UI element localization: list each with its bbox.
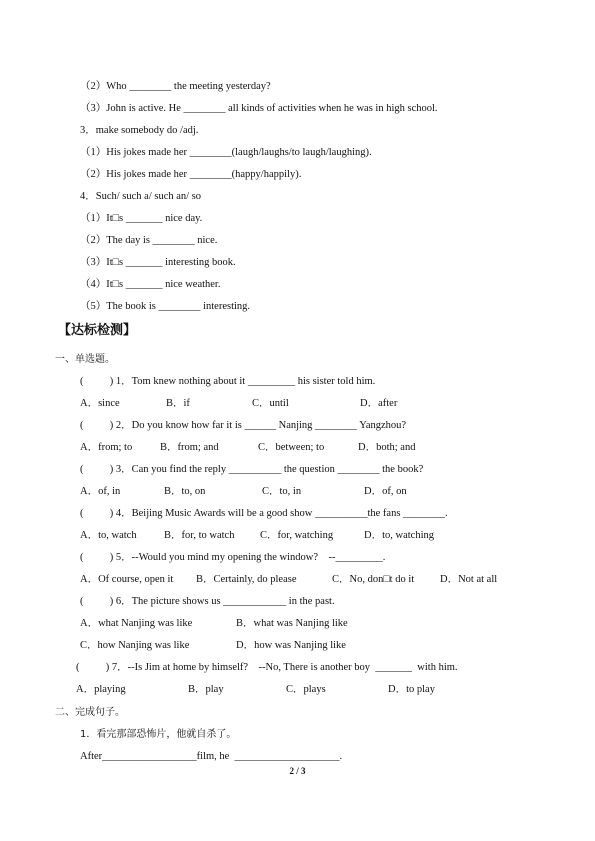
option: B．play — [188, 684, 224, 695]
option: B．Certainly, do please — [196, 574, 297, 585]
option: D．to play — [388, 684, 435, 695]
option: B．from; and — [160, 442, 219, 453]
option: A．playing — [76, 684, 126, 695]
option: C．for, watching — [260, 530, 334, 541]
option: D．both; and — [358, 442, 416, 453]
option: A．Of course, open it — [80, 574, 174, 585]
option: B．to, on — [164, 486, 206, 497]
part-title: 一、单选题。 — [55, 354, 115, 365]
option: C．how Nanjing was like — [80, 640, 190, 651]
grammar-heading: 3．make somebody do /adj. — [80, 125, 199, 136]
question-stem: ( ) 7．--Is Jim at home by himself? --No, There is another boy _______ with him. — [76, 662, 458, 673]
option: A．to, watch — [80, 530, 137, 541]
page-number: 2 / 3 — [289, 766, 306, 776]
question-stem: ( ) 4．Beijing Music Awards will be a good show __________the fans ________. — [80, 508, 448, 519]
option: A．since — [80, 398, 120, 409]
grammar-line: （4）It□s _______ nice weather. — [80, 279, 221, 290]
option: D．how was Nanjing like — [236, 640, 346, 651]
option: C．between; to — [258, 442, 325, 453]
option: D．to, watching — [364, 530, 434, 541]
grammar-line: （2）Who ________ the meeting yesterday? — [80, 81, 271, 92]
grammar-line: （3）It□s _______ interesting book. — [80, 257, 236, 268]
section-title: 【达标检测】 — [58, 323, 137, 338]
option: D．after — [360, 398, 398, 409]
sentence-prompt: 1．看完那部恐怖片，他就自杀了。 — [80, 729, 237, 740]
question-stem: ( ) 3．Can you find the reply __________ the question ________ the book? — [80, 464, 424, 475]
option: B．if — [166, 398, 190, 409]
question-stem: ( ) 5．--Would you mind my opening the window? --_________. — [80, 552, 386, 563]
grammar-line: （1）It□s _______ nice day. — [80, 213, 203, 224]
question-stem: ( ) 6．The picture shows us ____________ in the past. — [80, 596, 335, 607]
grammar-heading: 4．Such/ such a/ such an/ so — [80, 191, 202, 202]
grammar-line: （5）The book is ________ interesting. — [80, 301, 251, 312]
option: C．to, in — [262, 486, 302, 497]
option: C．until — [252, 398, 289, 409]
grammar-line: （1）His jokes made her ________(laugh/laughs/to laugh/laughing). — [80, 147, 372, 158]
option: D．of, on — [364, 486, 407, 497]
option: A．from; to — [80, 442, 133, 453]
grammar-line: （2）His jokes made her ________(happy/happily). — [80, 169, 302, 180]
sentence-blank-line: After__________________film, he ____________________. — [80, 751, 343, 762]
option: B．for, to watch — [164, 530, 235, 541]
question-stem: ( ) 1．Tom knew nothing about it _________ his sister told him. — [80, 376, 376, 387]
option: C．plays — [286, 684, 326, 695]
option: A．what Nanjing was like — [80, 618, 193, 629]
grammar-line: （2）The day is ________ nice. — [80, 235, 218, 246]
option: D．Not at all — [440, 574, 498, 585]
option: A．of, in — [80, 486, 121, 497]
question-stem: ( ) 2．Do you know how far it is ______ Nanjing ________ Yangzhou? — [80, 420, 407, 431]
part-title: 二、完成句子。 — [55, 707, 125, 718]
option: C．No, don□t do it — [332, 574, 415, 585]
grammar-line: （3）John is active. He ________ all kinds of activities when he was in high school. — [80, 103, 438, 114]
option: B．what was Nanjing like — [236, 618, 348, 629]
